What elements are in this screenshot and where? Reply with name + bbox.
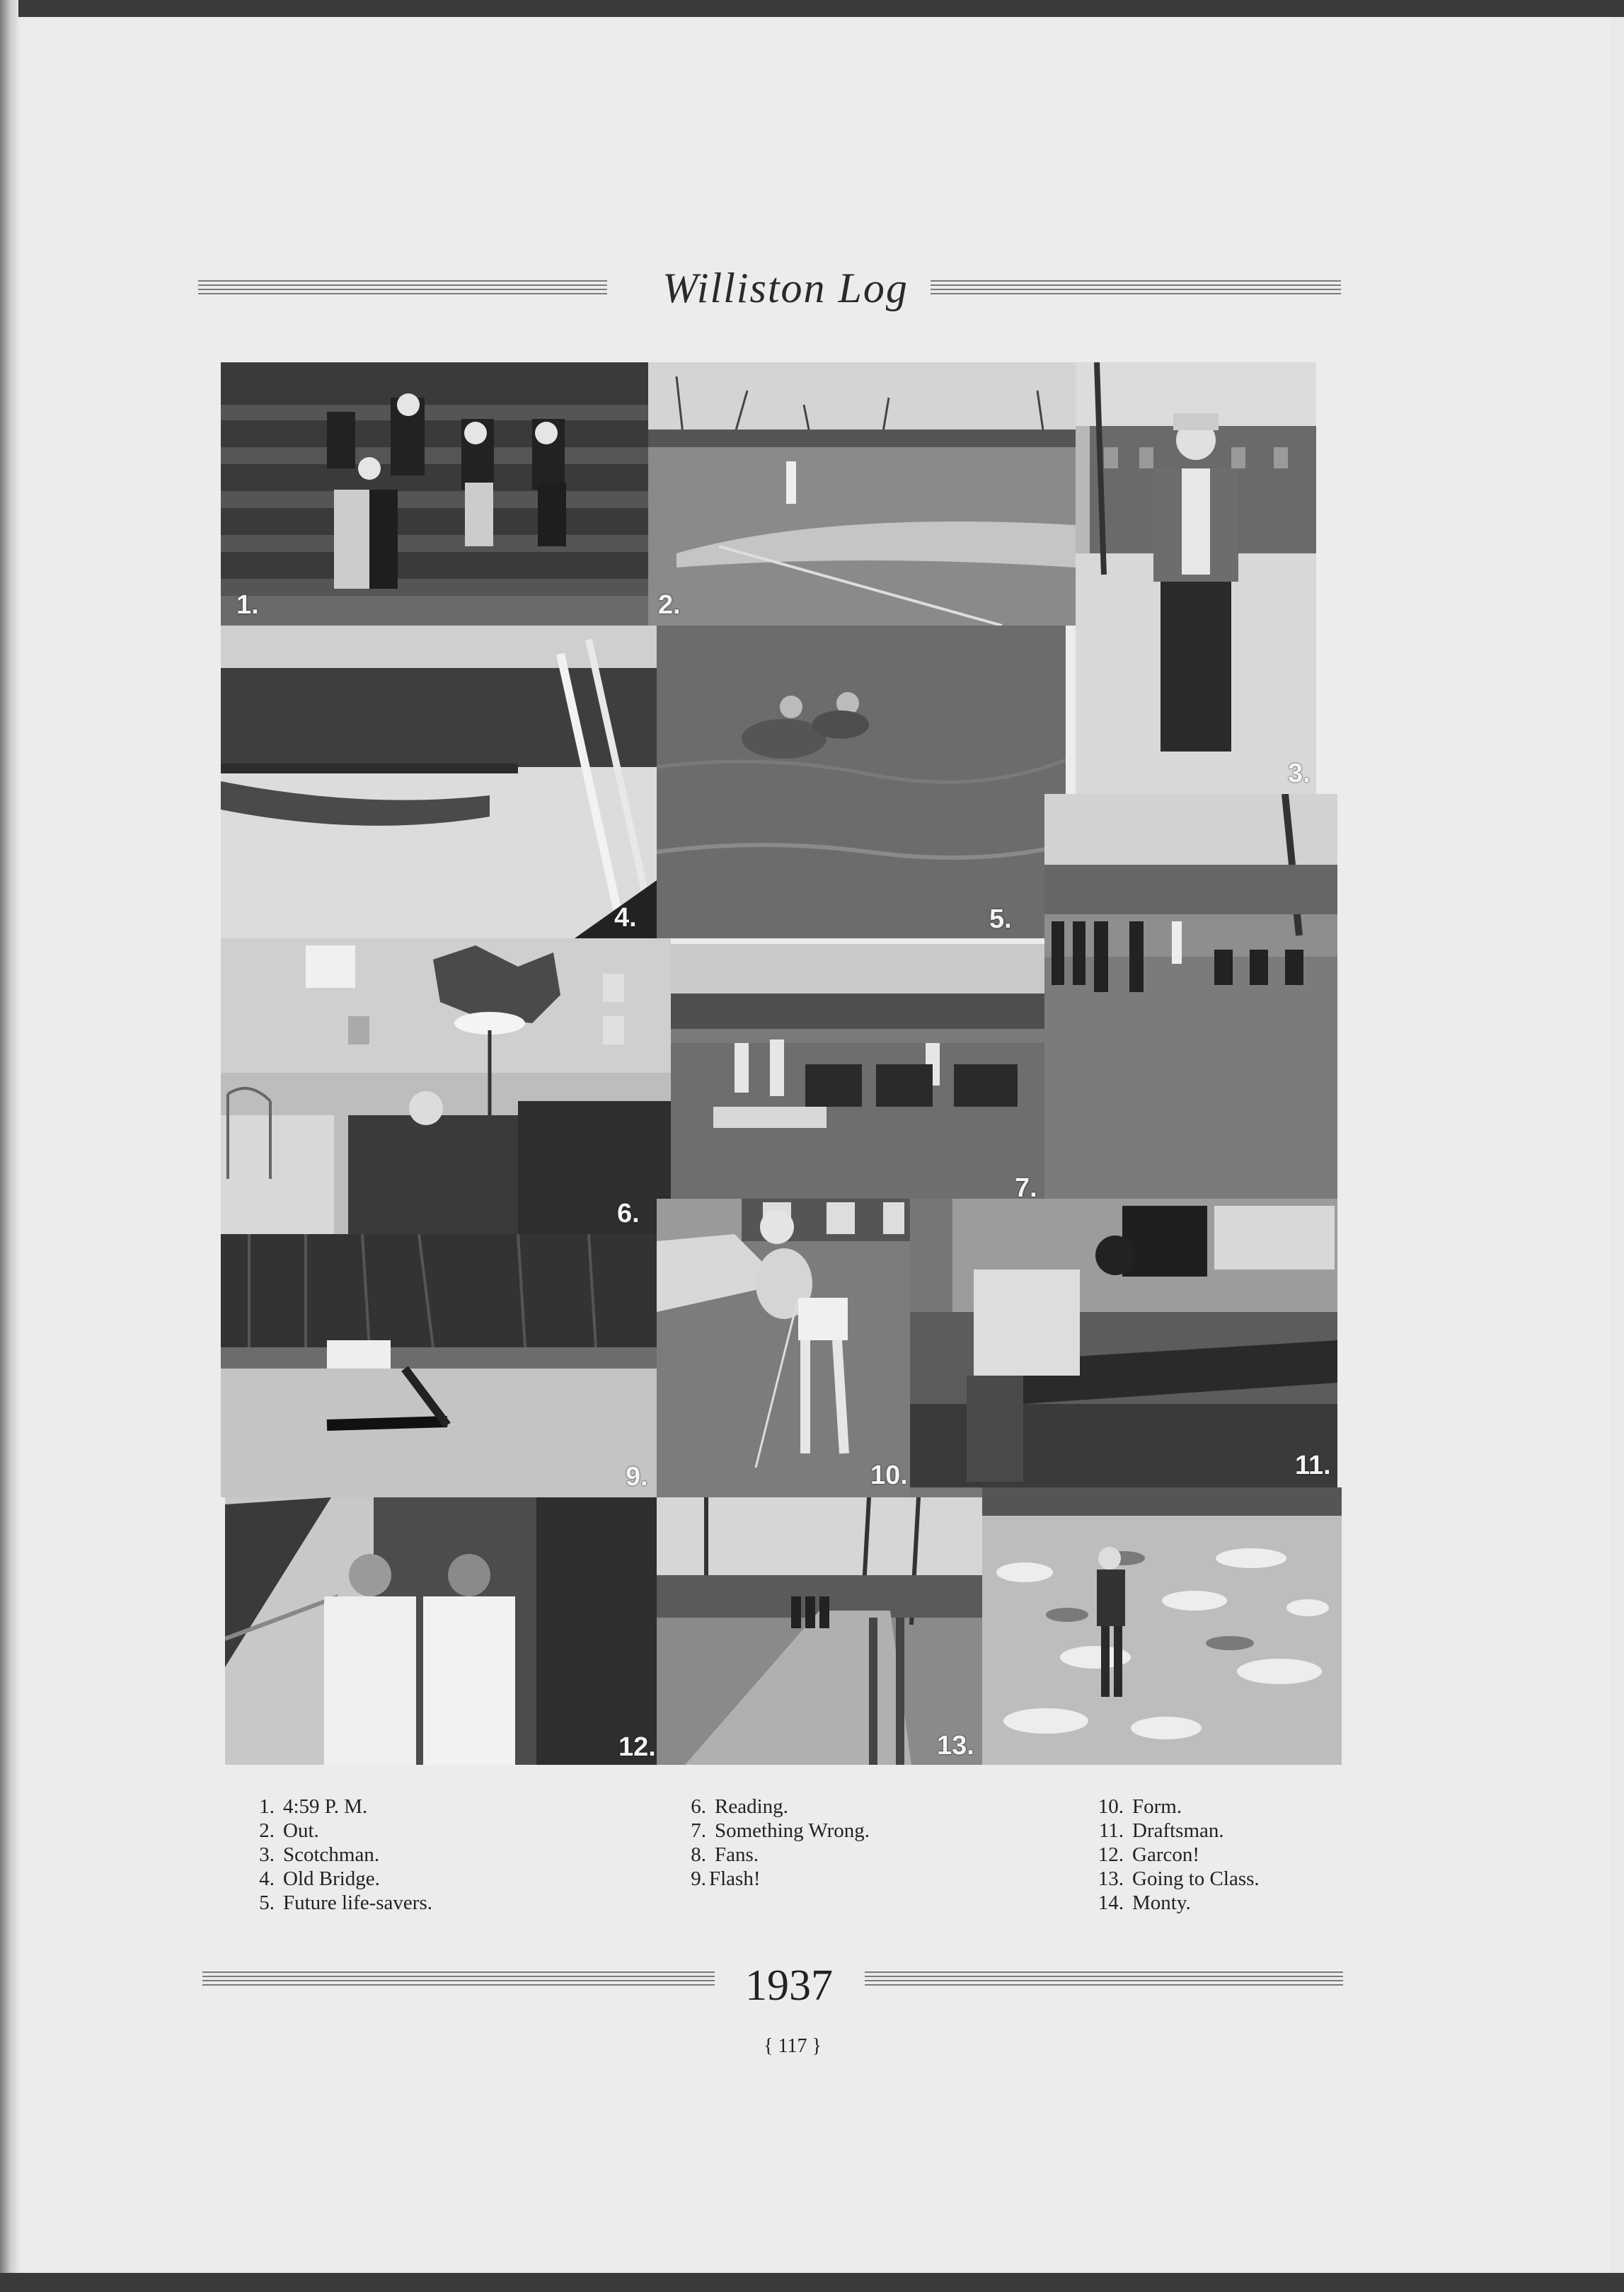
caption-item — [1088, 1795, 1371, 1819]
caption-text: Something Wrong. — [715, 1819, 870, 1842]
caption-item — [1088, 1843, 1371, 1867]
caption-item — [1088, 1891, 1371, 1915]
photo-3-standing-man — [1076, 362, 1316, 794]
caption-item — [671, 1819, 968, 1843]
scan-border-top — [0, 0, 1624, 17]
caption-text: Scotchman. — [283, 1843, 380, 1866]
photo-6-image — [221, 938, 671, 1234]
caption-item — [239, 1843, 536, 1867]
photo-11-image — [910, 1199, 1337, 1487]
photo-8-fans-watching — [1044, 794, 1337, 1199]
caption-number: 4. — [259, 1867, 275, 1890]
photo-1-students-on-steps — [221, 362, 648, 626]
photo-13-image — [657, 1497, 982, 1765]
header-rule-right — [931, 279, 1341, 294]
caption-number: 5. — [259, 1891, 275, 1914]
photo-11-draftsman — [910, 1199, 1337, 1487]
caption-number: 9. — [691, 1867, 706, 1890]
photo-10-image — [657, 1199, 910, 1497]
photo-1-number: 1. — [236, 590, 259, 620]
photo-14-image — [982, 1487, 1342, 1765]
caption-column-3 — [1088, 1795, 1371, 1915]
caption-item — [239, 1819, 536, 1843]
photo-6-number: 6. — [617, 1199, 640, 1228]
scan-border-left — [0, 0, 18, 2292]
caption-number: 1. — [259, 1795, 275, 1818]
photo-10-golfer — [657, 1199, 910, 1497]
caption-column-1 — [239, 1795, 536, 1915]
caption-number: 10. — [1098, 1795, 1124, 1818]
photo-12-image — [225, 1497, 657, 1765]
caption-text: Reading. — [715, 1795, 788, 1818]
photo-9-image — [221, 1234, 657, 1497]
caption-text: Old Bridge. — [283, 1867, 380, 1890]
caption-number: 6. — [691, 1795, 706, 1818]
caption-item — [1088, 1867, 1371, 1891]
caption-text: Going to Class. — [1132, 1867, 1260, 1890]
footer-rule-left — [202, 1970, 715, 1986]
photo-4-number: 4. — [614, 903, 637, 933]
scan-border-bottom — [0, 2273, 1624, 2292]
caption-text: Draftsman. — [1132, 1819, 1224, 1842]
photo-5-number: 5. — [989, 904, 1012, 934]
caption-item — [1088, 1819, 1371, 1843]
photo-7-image — [671, 944, 1044, 1199]
yearbook-page — [21, 17, 1610, 2273]
caption-text: Garcon! — [1132, 1843, 1200, 1866]
caption-text: Monty. — [1132, 1891, 1191, 1914]
photo-7-number: 7. — [1015, 1173, 1037, 1199]
caption-text: Form. — [1132, 1795, 1182, 1818]
header-rule-left — [198, 279, 607, 294]
photo-8-image — [1044, 794, 1337, 1199]
photo-9-sprinter — [221, 1234, 657, 1497]
photo-5-image — [657, 626, 1066, 938]
caption-item — [239, 1867, 536, 1891]
caption-number: 7. — [691, 1819, 706, 1842]
photo-7-football-practice — [671, 944, 1044, 1199]
photo-11-number: 11. — [1295, 1451, 1331, 1480]
caption-item — [671, 1867, 968, 1891]
caption-item — [671, 1843, 968, 1867]
photo-2-baseball-game — [648, 362, 1076, 626]
photo-2-number: 2. — [658, 590, 681, 620]
caption-text: Fans. — [715, 1843, 759, 1866]
caption-item — [239, 1891, 536, 1915]
caption-number: 11. — [1098, 1819, 1124, 1842]
caption-item — [239, 1795, 536, 1819]
caption-text: Future life-savers. — [283, 1891, 432, 1914]
caption-text: Out. — [283, 1819, 319, 1842]
photo-1-image — [221, 362, 648, 626]
photo-3-number: 3. — [1288, 759, 1311, 788]
photo-13-going-to-class — [657, 1497, 982, 1765]
photo-12-number: 12. — [618, 1732, 656, 1762]
caption-number: 12. — [1098, 1843, 1124, 1866]
photo-2-image — [648, 362, 1076, 626]
photo-6-reading-in-room — [221, 938, 671, 1234]
caption-number: 13. — [1098, 1867, 1124, 1890]
caption-number: 8. — [691, 1843, 706, 1866]
footer-year: 1937 — [745, 1962, 833, 2010]
page-header-title: Williston Log — [662, 265, 909, 311]
caption-text: Flash! — [709, 1867, 761, 1890]
footer-rule-right — [865, 1970, 1343, 1986]
photo-12-waiters — [225, 1497, 657, 1765]
caption-item — [671, 1795, 968, 1819]
photo-13-number: 13. — [937, 1731, 974, 1761]
caption-text: 4:59 P. M. — [283, 1795, 368, 1818]
caption-column-2 — [671, 1795, 968, 1891]
page-number: { 117 } — [764, 2035, 822, 2057]
photo-10-number: 10. — [870, 1461, 908, 1490]
photo-5-swimmers — [657, 626, 1066, 938]
caption-number: 3. — [259, 1843, 275, 1866]
photo-14-man-on-rocks — [982, 1487, 1342, 1765]
caption-number: 2. — [259, 1819, 275, 1842]
photo-4-image — [221, 626, 657, 938]
photo-3-image — [1076, 362, 1316, 794]
photo-9-number: 9. — [626, 1462, 648, 1492]
photo-4-old-bridge — [221, 626, 657, 938]
caption-number: 14. — [1098, 1891, 1124, 1914]
